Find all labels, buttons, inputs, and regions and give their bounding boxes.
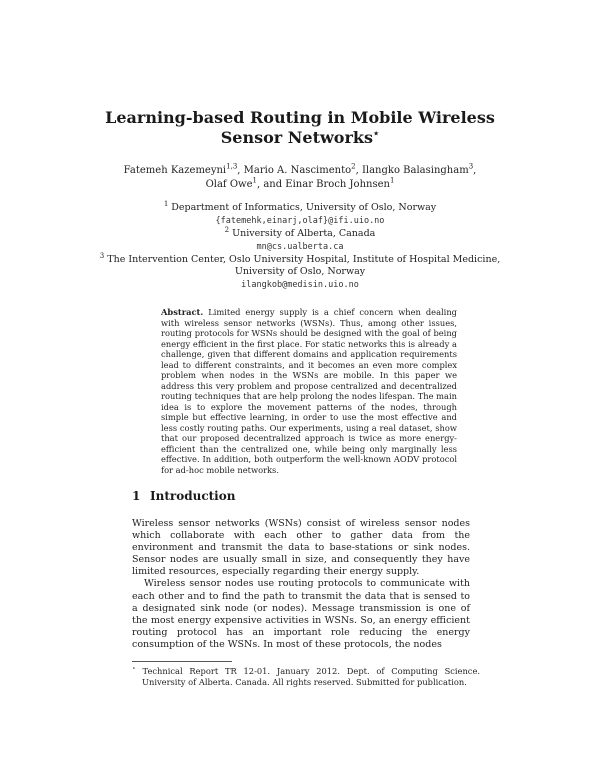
section-heading: [132, 489, 235, 503]
section-number: 1: [132, 489, 141, 503]
author-line-2: Olaf Owe$^1$, and Einar Broch Johnsen$^1$: [205, 176, 395, 190]
title-line-2: Sensor Networks⋆: [220, 128, 380, 147]
paragraph: Wireless sensor networks (WSNs) consist of wireless sensor nodes which collaborate with each other to gather data from the environment and transmit the data to base-stations or sink nodes. Sensor nodes are usually small in size, and consequently they have limited resources, especially regarding their energy supply.: [132, 518, 470, 578]
affiliation-3-email: ilangkob@medisin.uio.no: [241, 280, 359, 290]
footnote: [132, 666, 480, 688]
body-text: [132, 518, 470, 651]
affiliation-2-email: mn@cs.ualberta.ca: [256, 242, 344, 252]
abstract: [161, 307, 457, 475]
title-footnote-mark: ⋆: [372, 128, 380, 140]
section-title: Introduction: [150, 489, 236, 503]
author-list: [90, 164, 510, 292]
abstract-label: Abstract.: [161, 307, 204, 317]
author-line-1: Fatemeh Kazemeyni$^{1,3}$, Mario A. Nascimento$^2$, Ilangko Balasingham$^3$,: [123, 162, 477, 176]
affiliation-2: $^2$ University of Alberta, Canada: [224, 225, 376, 239]
abstract-text: Limited energy supply is a chief concern when dealing with wireless sensor networks (WSNs). Thus, among other issues, routing protocols for WSNs should be designed with the goal of being energy efficient in the first place. For static networks this is already a challenge, given that different domains and application requirements lead to different constraints, and it becomes an even more complex problem when nodes in the WSNs are mobile. In this paper we address this very problem and propose centralized and decentralized routing techniques that are help prolong the nodes lifespan. The main idea is to explore the movement patterns of the nodes, through simple but effective learning, in order to use the most effective and less costly routing paths. Our experiments, using a real dataset, show that our proposed decentralized approach is twice as more energy-efficient than the centralized one, while being only marginally less effective. In addition, both outperform the well-known AODV protocol for ad-hoc mobile networks.: [161, 307, 457, 475]
title-line-1: Learning-based Routing in Mobile Wireless: [105, 108, 495, 127]
footnote-text: Technical Report TR 12-01. January 2012. Dept. of Computing Science. University of Alberta. Canada. All rights reserved. Submitted for publication.: [135, 666, 480, 687]
affiliation-1-email: {fatemehk,einarj,olaf}@ifi.uio.no: [215, 216, 385, 226]
affiliation-3-line-2: University of Oslo, Norway: [234, 266, 366, 277]
footnote-divider: [132, 661, 232, 662]
footnote-mark: ⋆: [132, 665, 136, 673]
affiliation-3: $^3$ The Intervention Center, Oslo University Hospital, Institute of Hospital Medicine,: [99, 251, 501, 265]
paper-title: [100, 108, 500, 148]
paragraph: Wireless sensor nodes use routing protocols to communicate with each other and to find the path to transmit the data that is sensed to a designated sink node (or nodes). Message transmission is one of the most energy expensive activities in WSNs. So, an energy efficient routing protocol has an important role reducing the energy consumption of the WSNs. In most of these protocols, the nodes: [132, 578, 470, 650]
affiliation-1: $^1$ Department of Informatics, University of Oslo, Norway: [163, 199, 437, 213]
